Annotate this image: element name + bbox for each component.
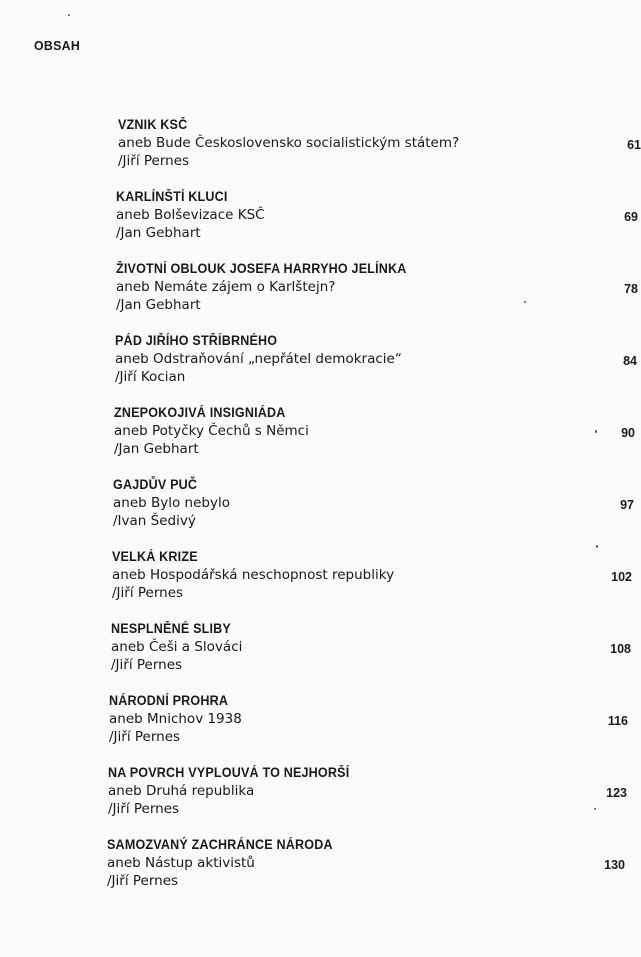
toc-entry [118, 116, 641, 170]
chapter-author: /Jiří Pernes [108, 801, 180, 817]
chapter-title: ŽIVOTNÍ OBLOUK JOSEFA HARRYHO JELÍNKA [116, 261, 407, 276]
chapter-author: /Jiří Pernes [111, 657, 183, 673]
toc-entry [112, 548, 632, 602]
chapter-subtitle: aneb Bylo nebylo [113, 495, 230, 511]
chapter-title: VZNIK KSČ [118, 117, 188, 132]
chapter-title: VELKÁ KRIZE [112, 549, 198, 564]
toc-entry [113, 476, 633, 530]
chapter-title: SAMOZVANÝ ZACHRÁNCE NÁRODA [107, 837, 333, 852]
paper-speck [595, 430, 597, 433]
page-number: 108 [610, 642, 631, 656]
page-number: 61 [627, 138, 641, 152]
chapter-title: GAJDŮV PUČ [113, 477, 198, 492]
chapter-subtitle: aneb Hospodářská neschopnost republiky [112, 567, 395, 583]
page-number: 116 [607, 714, 628, 728]
chapter-title: PÁD JIŘÍHO STŘÍBRNÉHO [115, 333, 278, 348]
paper-speck [596, 545, 598, 548]
toc-entry [114, 404, 634, 458]
page-number: 90 [621, 426, 635, 440]
chapter-author: /Jan Gebhart [116, 225, 201, 241]
toc-entry [107, 836, 627, 890]
chapter-author: /Jan Gebhart [114, 441, 199, 457]
chapter-subtitle: aneb Bude Československo socialistickým státem? [118, 135, 460, 151]
chapter-subtitle: aneb Bolševizace KSČ [116, 207, 265, 223]
chapter-subtitle: aneb Nástup aktivistů [107, 855, 255, 871]
chapter-subtitle: aneb Češi a Slováci [111, 639, 243, 655]
chapter-author: /Jiří Kocian [115, 369, 186, 385]
page-number: 69 [624, 210, 638, 224]
chapter-author: /Jan Gebhart [116, 297, 201, 313]
toc-entry [111, 620, 631, 674]
paper-speck [594, 808, 596, 810]
page-number: 123 [606, 786, 627, 800]
page-number: 130 [604, 858, 625, 872]
chapter-author: /Ivan Šedivý [113, 513, 196, 529]
chapter-subtitle: aneb Mnichov 1938 [109, 711, 242, 727]
paper-speck [68, 14, 70, 16]
contents-heading: OBSAH [34, 38, 81, 53]
chapter-title: NESPLNĚNÉ SLIBY [111, 621, 231, 636]
toc-entry [115, 332, 635, 386]
chapter-subtitle: aneb Druhá republika [108, 783, 255, 799]
toc-entry [116, 260, 636, 314]
page-number: 97 [620, 498, 634, 512]
chapter-author: /Jiří Pernes [109, 729, 181, 745]
toc-entry [108, 764, 628, 818]
page-number: 84 [623, 354, 637, 368]
chapter-title: ZNEPOKOJIVÁ INSIGNIÁDA [114, 405, 286, 420]
chapter-title: NA POVRCH VYPLOUVÁ TO NEJHORŠÍ [108, 765, 350, 780]
chapter-author: /Jiří Pernes [112, 585, 184, 601]
page-number: 78 [624, 282, 638, 296]
toc-entry [109, 692, 629, 746]
chapter-author: /Jiří Pernes [107, 873, 179, 889]
chapter-subtitle: aneb Odstraňování „nepřátel demokracie“ [115, 351, 402, 367]
chapter-subtitle: aneb Nemáte zájem o Karlštejn? [116, 279, 336, 295]
page-number: 102 [611, 570, 632, 584]
chapter-author: /Jiří Pernes [118, 153, 190, 169]
chapter-title: NÁRODNÍ PROHRA [109, 693, 229, 708]
chapter-subtitle: aneb Potyčky Čechů s Němci [114, 423, 309, 439]
chapter-title: KARLÍNŠTÍ KLUCI [116, 189, 228, 204]
toc-entry [116, 188, 636, 242]
paper-speck [524, 301, 526, 303]
